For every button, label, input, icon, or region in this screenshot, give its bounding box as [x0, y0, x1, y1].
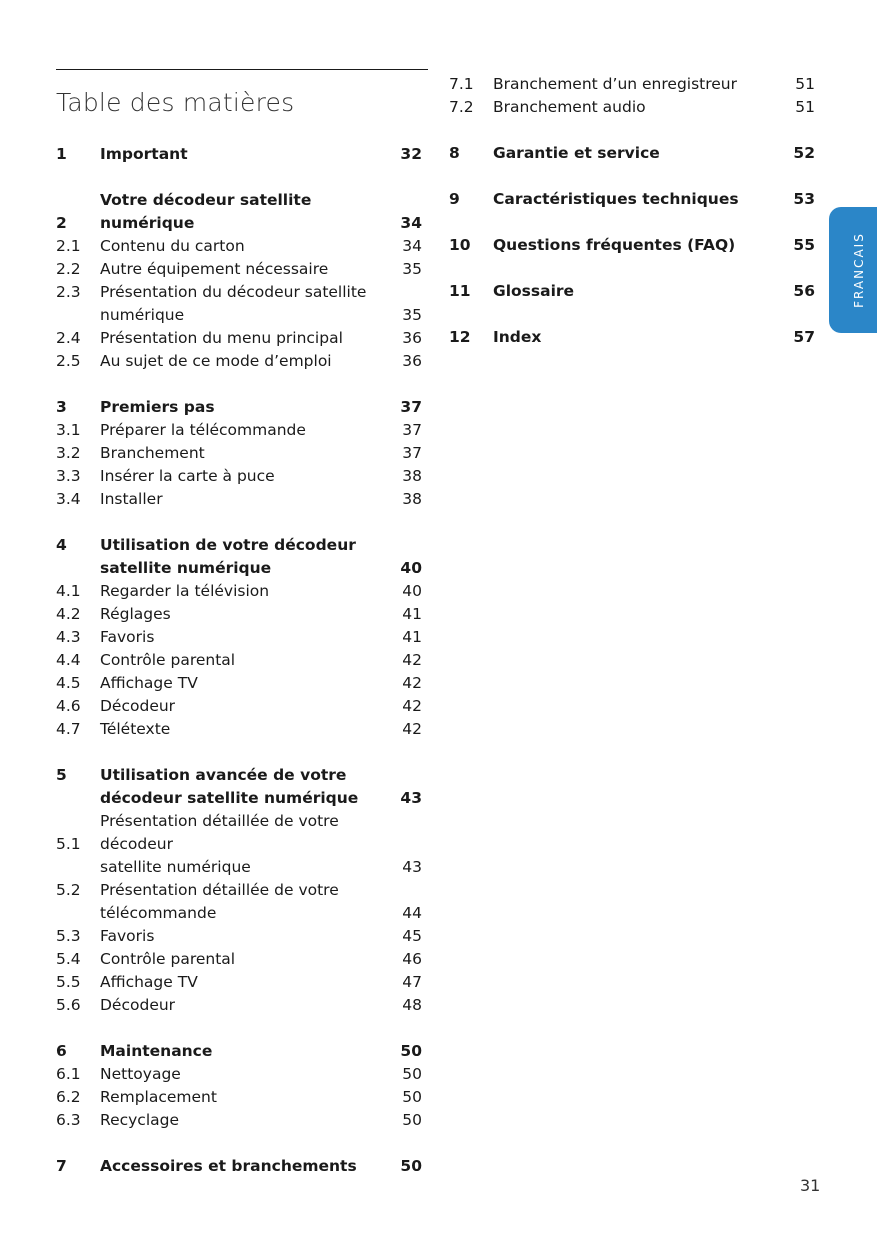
- toc-entry-page: 37: [402, 444, 422, 462]
- toc-entry[interactable]: [56, 994, 422, 1017]
- toc-entry-number: 4.1: [56, 582, 81, 600]
- toc-entry-label: Favoris: [100, 628, 155, 646]
- toc-entry[interactable]: [449, 142, 815, 165]
- toc-entry-number: 11: [449, 282, 471, 300]
- toc-entry-number: 7: [56, 1157, 67, 1175]
- toc-entry-page: 47: [402, 973, 422, 991]
- toc-entry-page: 52: [793, 144, 815, 162]
- toc-entry-page: 38: [402, 490, 422, 508]
- toc-entry-page: 53: [793, 190, 815, 208]
- toc-entry-number: 8: [449, 144, 460, 162]
- title-rule: [56, 69, 428, 70]
- toc-entry-number: 5: [56, 766, 67, 784]
- toc-entry[interactable]: [449, 96, 815, 119]
- toc-entry-page: 48: [402, 996, 422, 1014]
- toc-entry-number: 4.3: [56, 628, 81, 646]
- toc-entry-number: 3: [56, 398, 67, 416]
- toc-entry-page: 42: [402, 720, 422, 738]
- toc-entry-page: 40: [400, 559, 422, 577]
- toc-entry[interactable]: [56, 258, 422, 281]
- toc-entry-number: 6.1: [56, 1065, 81, 1083]
- toc-entry-label: Au sujet de ce mode d’emploi: [100, 352, 332, 370]
- toc-entry[interactable]: [56, 304, 422, 327]
- toc-entry-page: 44: [402, 904, 422, 922]
- toc-entry-page: 50: [400, 1157, 422, 1175]
- toc-entry-number: 6: [56, 1042, 67, 1060]
- toc-entry-page: 41: [402, 605, 422, 623]
- toc-entry[interactable]: [56, 649, 422, 672]
- toc-entry-label: Votre décodeur satellite numérique: [100, 191, 312, 232]
- toc-entry-number: 12: [449, 328, 471, 346]
- toc-entry-label: Favoris: [100, 927, 155, 945]
- toc-right-column: [449, 73, 815, 349]
- toc-entry-page: 55: [793, 236, 815, 254]
- toc-entry-page: 50: [400, 1042, 422, 1060]
- toc-entry[interactable]: [56, 787, 422, 810]
- toc-entry-page: 35: [402, 260, 422, 278]
- toc-entry[interactable]: [56, 557, 422, 580]
- toc-entry-page: 50: [402, 1088, 422, 1106]
- toc-entry-number: 4.7: [56, 720, 81, 738]
- toc-entry[interactable]: [56, 580, 422, 603]
- toc-entry-number: 4.6: [56, 697, 81, 715]
- toc-entry-page: 42: [402, 674, 422, 692]
- toc-entry-label: Télétexte: [100, 720, 171, 738]
- toc-entry-label: Recyclage: [100, 1111, 180, 1129]
- toc-entry-label: Branchement: [100, 444, 205, 462]
- page-title: Table des matières: [56, 88, 295, 117]
- toc-entry-label: Premiers pas: [100, 398, 215, 416]
- toc-entry-label: Utilisation avancée de votre: [100, 766, 347, 784]
- toc-entry-label: Garantie et service: [493, 144, 660, 162]
- toc-entry[interactable]: [56, 235, 422, 258]
- toc-entry-label: Branchement audio: [493, 98, 646, 116]
- toc-entry-page: 42: [402, 651, 422, 669]
- toc-entry-label: Présentation du menu principal: [100, 329, 343, 347]
- toc-entry-page: 34: [400, 214, 422, 232]
- toc-entry-number: 10: [449, 236, 471, 254]
- toc-entry-number: 7.2: [449, 98, 474, 116]
- toc-entry[interactable]: [56, 1063, 422, 1086]
- toc-entry-number: 5.5: [56, 973, 81, 991]
- toc-entry-label: Réglages: [100, 605, 171, 623]
- toc-entry-label: Affichage TV: [100, 973, 198, 991]
- toc-entry-number: 2: [56, 214, 67, 232]
- toc-entry-page: 51: [795, 98, 815, 116]
- toc-entry[interactable]: [56, 810, 422, 856]
- toc-entry-number: 7.1: [449, 75, 474, 93]
- toc-entry[interactable]: [56, 695, 422, 718]
- toc-entry-label: satellite numérique: [100, 559, 272, 577]
- toc-entry-number: 6.3: [56, 1111, 81, 1129]
- toc-entry-label: Questions fréquentes (FAQ): [493, 236, 736, 254]
- toc-entry-label: Présentation détaillée de votre décodeur: [100, 812, 339, 853]
- toc-entry[interactable]: [56, 603, 422, 626]
- toc-entry-label: Maintenance: [100, 1042, 213, 1060]
- toc-entry-number: 9: [449, 190, 460, 208]
- toc-entry[interactable]: [56, 856, 422, 879]
- toc-entry-number: 2.1: [56, 237, 81, 255]
- toc-entry-label: Insérer la carte à puce: [100, 467, 275, 485]
- toc-entry-label: Installer: [100, 490, 163, 508]
- toc-entry[interactable]: [56, 281, 422, 304]
- toc-entry-number: 2.3: [56, 283, 81, 301]
- toc-entry-number: 1: [56, 145, 67, 163]
- toc-entry-page: 38: [402, 467, 422, 485]
- toc-entry[interactable]: [56, 1086, 422, 1109]
- toc-entry[interactable]: [56, 948, 422, 971]
- toc-entry-label: Index: [493, 328, 542, 346]
- toc-entry[interactable]: [56, 396, 422, 419]
- toc-entry[interactable]: [449, 188, 815, 211]
- toc-entry-label: Regarder la télévision: [100, 582, 270, 600]
- toc-entry[interactable]: [56, 879, 422, 902]
- toc-entry[interactable]: [56, 672, 422, 695]
- toc-entry-page: 35: [402, 306, 422, 324]
- toc-entry-page: 40: [402, 582, 422, 600]
- toc-entry-label: télécommande: [100, 904, 217, 922]
- toc-entry-label: Branchement d’un enregistreur: [493, 75, 738, 93]
- toc-entry-label: Utilisation de votre décodeur: [100, 536, 356, 554]
- toc-entry-label: Affichage TV: [100, 674, 198, 692]
- toc-entry-page: 51: [795, 75, 815, 93]
- toc-entry[interactable]: [56, 1109, 422, 1132]
- toc-entry[interactable]: [449, 73, 815, 96]
- toc-entry-page: 32: [400, 145, 422, 163]
- toc-entry[interactable]: [56, 442, 422, 465]
- toc-entry-label: Contrôle parental: [100, 651, 236, 669]
- toc-entry-number: 4.4: [56, 651, 81, 669]
- toc-entry-number: 5.4: [56, 950, 81, 968]
- toc-entry-label: Accessoires et branchements: [100, 1157, 357, 1175]
- toc-entry-label: Contrôle parental: [100, 950, 236, 968]
- toc-entry-number: 3.2: [56, 444, 81, 462]
- toc-entry[interactable]: [56, 350, 422, 373]
- toc-entry[interactable]: [56, 143, 422, 166]
- toc-entry-number: 2.2: [56, 260, 81, 278]
- toc-entry-label: Présentation du décodeur satellite: [100, 283, 367, 301]
- toc-entry-number: 3.4: [56, 490, 81, 508]
- toc-entry-label: Important: [100, 145, 188, 163]
- toc-entry-page: 50: [402, 1065, 422, 1083]
- toc-entry-page: 50: [402, 1111, 422, 1129]
- toc-entry-number: 2.4: [56, 329, 81, 347]
- toc-entry-number: 6.2: [56, 1088, 81, 1106]
- toc-entry[interactable]: [449, 234, 815, 257]
- toc-entry-page: 37: [402, 421, 422, 439]
- toc-entry[interactable]: [56, 488, 422, 511]
- toc-entry-number: 3.3: [56, 467, 81, 485]
- toc-entry[interactable]: [56, 465, 422, 488]
- toc-entry-page: 34: [402, 237, 422, 255]
- toc-entry[interactable]: [56, 327, 422, 350]
- toc-entry-label: Glossaire: [493, 282, 575, 300]
- toc-entry[interactable]: [56, 1155, 422, 1178]
- toc-entry[interactable]: [56, 718, 422, 741]
- toc-entry-label: Remplacement: [100, 1088, 217, 1106]
- toc-entry-label: Décodeur: [100, 996, 176, 1014]
- toc-entry[interactable]: [56, 626, 422, 649]
- toc-entry-number: 3.1: [56, 421, 81, 439]
- toc-entry-label: Autre équipement nécessaire: [100, 260, 329, 278]
- language-tab[interactable]: [829, 207, 877, 333]
- toc-entry[interactable]: [56, 189, 422, 235]
- toc-entry-page: 41: [402, 628, 422, 646]
- toc-left-column: [56, 143, 422, 1178]
- toc-entry-page: 37: [400, 398, 422, 416]
- toc-entry[interactable]: [449, 280, 815, 303]
- toc-entry-label: Présentation détaillée de votre: [100, 881, 339, 899]
- toc-entry-label: Caractéristiques techniques: [493, 190, 739, 208]
- toc-entry-label: décodeur satellite numérique: [100, 789, 359, 807]
- language-tab-label: FRANCAIS: [852, 232, 866, 308]
- toc-entry-page: 43: [402, 858, 422, 876]
- toc-entry-page: 36: [402, 329, 422, 347]
- toc-entry-label: numérique: [100, 306, 185, 324]
- toc-entry-number: 5.2: [56, 881, 81, 899]
- toc-entry[interactable]: [56, 419, 422, 442]
- toc-entry-page: 42: [402, 697, 422, 715]
- toc-entry-page: 56: [793, 282, 815, 300]
- toc-entry[interactable]: [56, 925, 422, 948]
- toc-entry-label: Préparer la télécommande: [100, 421, 306, 439]
- toc-entry-number: 5.6: [56, 996, 81, 1014]
- toc-entry-page: 45: [402, 927, 422, 945]
- toc-entry-page: 36: [402, 352, 422, 370]
- toc-entry[interactable]: [56, 764, 422, 787]
- toc-entry[interactable]: [56, 971, 422, 994]
- toc-entry[interactable]: [56, 1040, 422, 1063]
- toc-entry-page: 46: [402, 950, 422, 968]
- toc-entry-number: 4: [56, 536, 67, 554]
- toc-entry[interactable]: [56, 534, 422, 557]
- toc-entry-number: 4.2: [56, 605, 81, 623]
- toc-entry-label: Contenu du carton: [100, 237, 245, 255]
- toc-entry-label: satellite numérique: [100, 858, 251, 876]
- toc-entry-number: 5.1: [56, 835, 81, 853]
- toc-entry-number: 5.3: [56, 927, 81, 945]
- toc-entry-number: 4.5: [56, 674, 81, 692]
- toc-entry-page: 43: [400, 789, 422, 807]
- toc-entry-label: Décodeur: [100, 697, 176, 715]
- page-number: 31: [800, 1176, 821, 1195]
- toc-entry-label: Nettoyage: [100, 1065, 181, 1083]
- toc-entry[interactable]: [449, 326, 815, 349]
- toc-entry-page: 57: [793, 328, 815, 346]
- toc-entry-number: 2.5: [56, 352, 81, 370]
- toc-entry[interactable]: [56, 902, 422, 925]
